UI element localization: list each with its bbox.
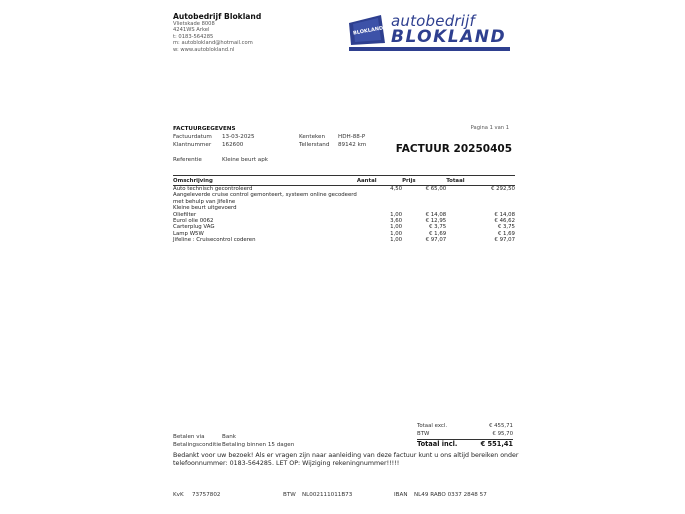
plate-value: HDH-88-P bbox=[338, 134, 366, 140]
total-excl-label: Totaal excl. bbox=[417, 423, 448, 429]
col-description-header: Omschrijving bbox=[173, 176, 357, 186]
section-title: FACTUURGEGEVENS bbox=[173, 126, 236, 132]
col-total-header: Totaal bbox=[446, 176, 515, 186]
row-quantity: 1,00 bbox=[390, 237, 403, 244]
invoice-date-value: 13-03-2025 bbox=[222, 134, 255, 140]
thank-you-note bbox=[173, 452, 519, 467]
row-total: € 97,07 bbox=[494, 237, 515, 244]
row-quantity: 1,00 bbox=[390, 230, 403, 237]
logo-badge-text: BLOKLAND bbox=[352, 25, 384, 37]
thank-you-line: Bedankt voor uw bezoek! Als er vragen zijn naar aanleiding van deze factuur kunt u ons altijd bereiken onder bbox=[173, 452, 519, 459]
row-total: € 292,50 bbox=[490, 186, 515, 192]
row-description: Carterplug VAG bbox=[173, 224, 215, 231]
description-line: Kleine beurt uitgevoerd bbox=[173, 205, 237, 212]
iban-label: IBAN bbox=[394, 492, 408, 498]
payment-condition-label: Betalingsconditie bbox=[173, 442, 222, 448]
page-label: Pagina 1 van 1 bbox=[470, 125, 509, 131]
payment-condition-value: Betaling binnen 15 dagen bbox=[222, 442, 295, 448]
row-description: Oliefilter bbox=[173, 211, 197, 218]
row-total: € 14,08 bbox=[494, 211, 515, 218]
items-table bbox=[173, 175, 515, 244]
logo-line1: autobedrijf bbox=[391, 12, 476, 30]
row-price: € 3,75 bbox=[429, 224, 447, 231]
thank-you-line: telefoonnummer: 0183-564285. LET OP: Wijziging rekeningnummer!!!!! bbox=[173, 459, 400, 467]
plate-label: Kenteken bbox=[299, 134, 326, 140]
invoice-title: FACTUUR 20250405 bbox=[395, 143, 512, 155]
company-email: m: autoblokland@hotmail.com bbox=[173, 40, 253, 47]
total-excl-row bbox=[417, 423, 513, 431]
total-incl-row bbox=[417, 439, 513, 449]
row-total: € 3,75 bbox=[497, 224, 515, 231]
total-incl-label: Totaal incl. bbox=[417, 440, 458, 449]
row-quantity: 1,00 bbox=[390, 224, 403, 231]
company-logo bbox=[347, 10, 512, 52]
row-description: Jifeline : Cruisecontrol coderen bbox=[173, 237, 256, 244]
description-line: Aangeleverde cruise control gemonteert, systeem online gecodeerd bbox=[173, 192, 357, 199]
company-address bbox=[173, 21, 253, 53]
btw-row bbox=[417, 431, 513, 439]
row-quantity: 4,50 bbox=[390, 186, 403, 192]
kvk-value: 73757802 bbox=[192, 492, 221, 498]
customer-number-label: Klantnummer bbox=[173, 142, 212, 148]
row-description: Eurol olie 0062 bbox=[173, 218, 214, 225]
odometer-value: 89142 km bbox=[338, 142, 367, 148]
col-quantity-header: Aantal bbox=[357, 176, 402, 186]
kvk-label: KvK bbox=[173, 492, 184, 498]
footer-btw-value: NL002111011B73 bbox=[302, 492, 353, 498]
row-total: € 46,62 bbox=[494, 218, 515, 225]
total-excl-value: € 455,71 bbox=[488, 423, 513, 429]
company-city: 4241WS Arkel bbox=[173, 27, 210, 34]
table-row bbox=[173, 186, 515, 212]
btw-value: € 95,70 bbox=[492, 430, 513, 437]
row-price: € 12,95 bbox=[425, 218, 447, 225]
row-price: € 14,08 bbox=[425, 211, 447, 218]
table-row bbox=[173, 237, 515, 243]
row-price: € 1,69 bbox=[429, 230, 447, 237]
total-incl-value: € 551,41 bbox=[480, 440, 513, 449]
company-web: w: www.autoblokland.nl bbox=[173, 46, 235, 53]
footer-btw-label: BTW bbox=[283, 492, 296, 498]
reference-label: Referentie bbox=[173, 157, 202, 163]
iban-value: NL49 RABO 0337 2848 57 bbox=[414, 492, 487, 498]
row-description: Lamp W5W bbox=[173, 230, 204, 237]
company-name: Autobedrijf Blokland bbox=[173, 12, 262, 21]
row-quantity: 3,60 bbox=[390, 218, 403, 225]
btw-label: BTW bbox=[417, 430, 430, 437]
customer-number-value: 162600 bbox=[222, 142, 244, 148]
row-price: € 97,07 bbox=[425, 237, 447, 244]
logo-line2: BLOKLAND bbox=[391, 27, 507, 47]
odometer-label: Tellerstand bbox=[299, 142, 330, 148]
row-quantity: 1,00 bbox=[390, 211, 403, 218]
payment-via-value: Bank bbox=[222, 434, 237, 440]
totals-block bbox=[417, 423, 513, 449]
row-total: € 1,69 bbox=[497, 230, 515, 237]
description-line: met behulp van Jifeline bbox=[173, 198, 236, 205]
row-price: € 65,00 bbox=[425, 186, 447, 192]
description-line: Auto technisch gecontroleerd bbox=[173, 186, 253, 192]
col-price-header: Prijs bbox=[402, 176, 446, 186]
company-street: Vlietskade 8008 bbox=[173, 21, 215, 27]
row-description bbox=[173, 186, 357, 212]
payment-via-label: Betalen via bbox=[173, 434, 205, 440]
invoice-date-label: Factuurdatum bbox=[173, 134, 212, 140]
table-header-row bbox=[173, 176, 515, 186]
reference-value: Kleine beurt apk bbox=[222, 157, 269, 163]
company-phone: t: 0183-564285 bbox=[173, 33, 214, 40]
